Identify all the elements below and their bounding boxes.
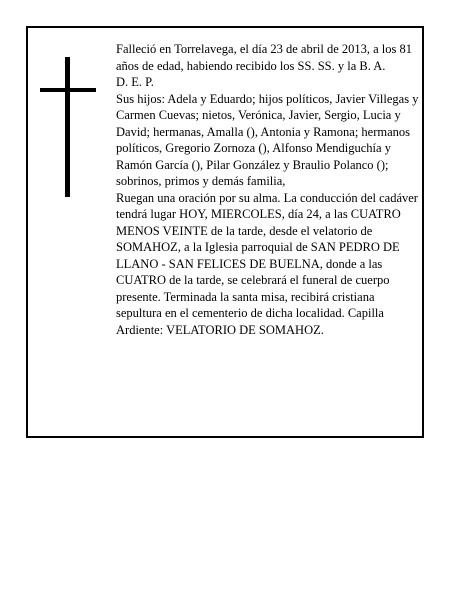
family-list: Sus hijos: Adela y Eduardo; hijos políticos, Javier Villegas y Carmen Cuevas; nietos, Verónica, Javier, Sergio, Lucia y David; hermanas, Amalla (), Antonia y Ramona; hermanos políticos, Gregorio Zornoza (), Alfonso Mendiguchía y Ramón García (), Pilar González y Braulio Polanco (); sobrinos, primos y demás familia, [116, 91, 419, 188]
funeral-details: Ruegan una oración por su alma. La conducción del cadáver tendrá lugar HOY, MIERCOLES, día 24, a las CUATRO MENOS VEINTE de la tarde, desde el velatorio de SOMAHOZ, a la Iglesia parroquial de SAN PEDRO DE LLANO - SAN FELICES DE BUELNA, donde a las CUATRO de la tarde, se celebrará el funeral de cuerpo presente. Terminada la santa misa, recibirá cristiana sepultura en el cementerio de dicha localidad. Capilla Ardiente: VELATORIO DE SOMAHOZ. [116, 190, 418, 337]
cross-vertical-bar [65, 57, 70, 197]
obituary-notice [26, 26, 424, 438]
notice-text [116, 41, 420, 338]
death-announcement: Falleció en Torrelavega, el día 23 de abril de 2013, a los 81 años de edad, habiendo recibido los SS. SS. y la B. A. [116, 42, 413, 73]
cross-icon [40, 57, 96, 197]
rest-in-peace: D. E. P. [116, 75, 154, 89]
cross-horizontal-bar [40, 88, 96, 92]
